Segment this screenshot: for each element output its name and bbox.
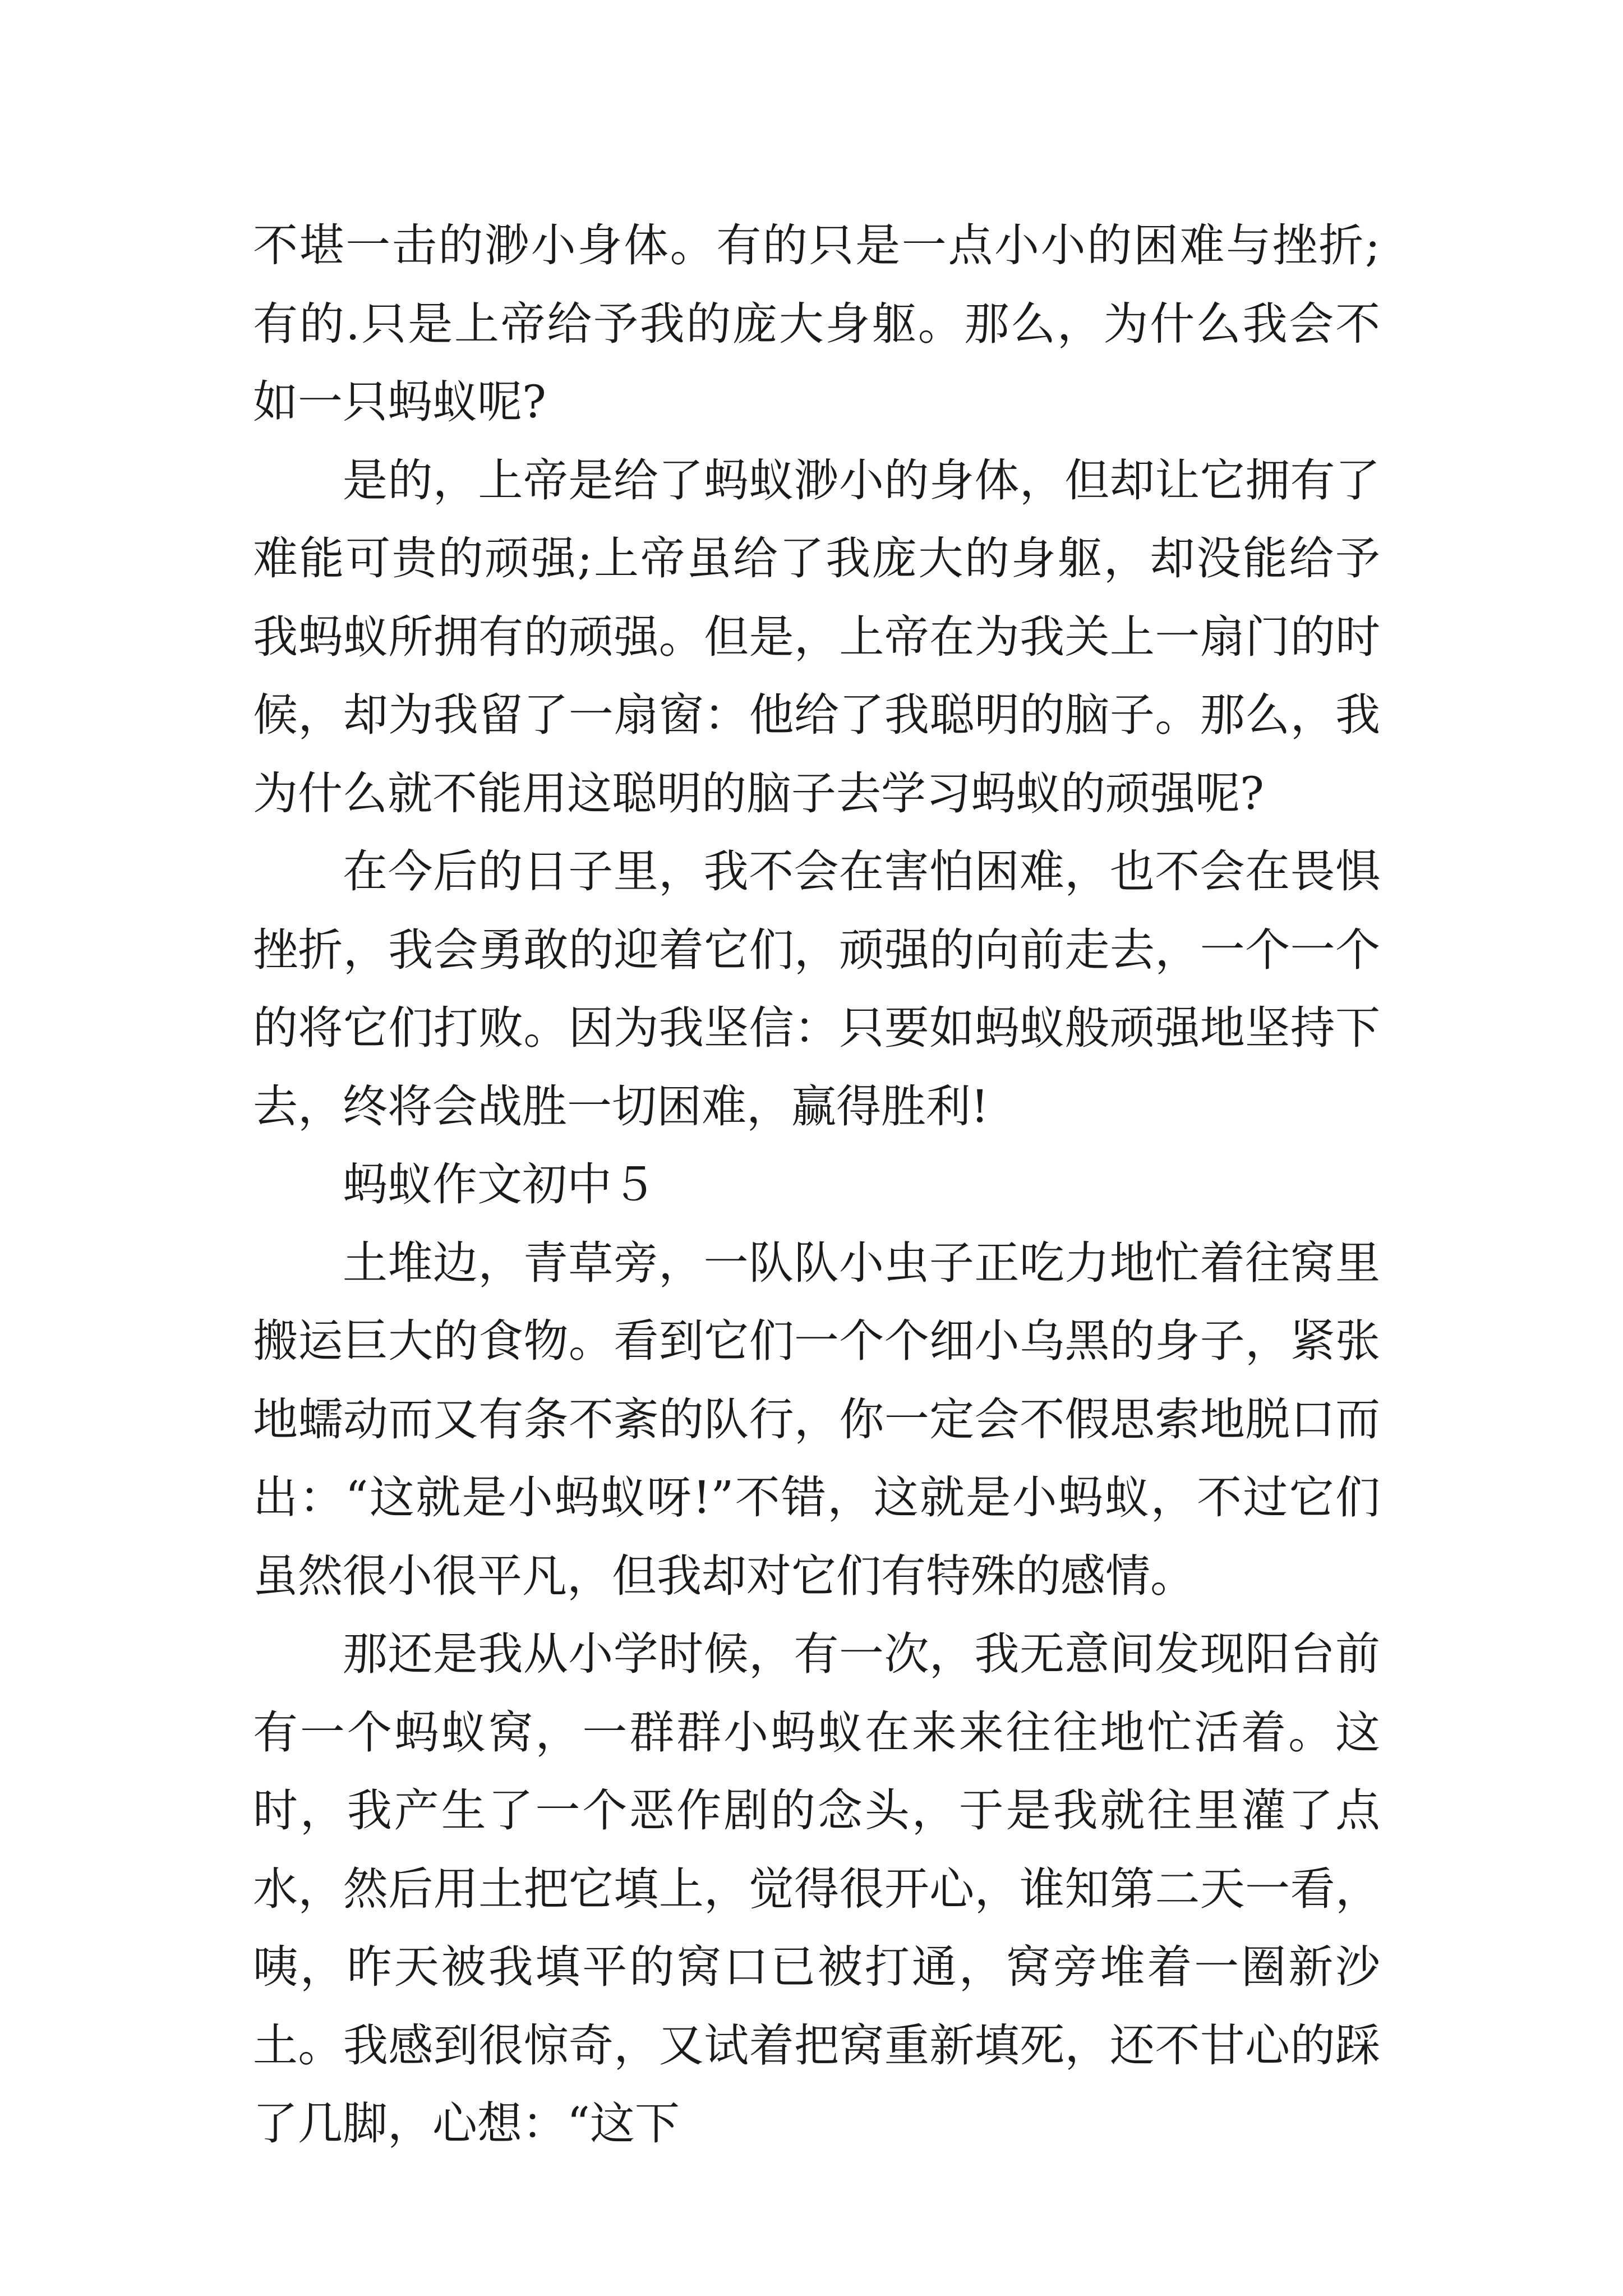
paragraph-5: 那还是我从小学时候，有一次，我无意间发现阳台前有一个蚂蚁窝，一群群小蚂蚁在来来往往地忙活着。这时，我产生了一个恶作剧的念头，于是我就往里灌了点水，然后用土把它填上，觉得很开心，谁知第二天一看，咦，昨天被我填平的窝口已被打通，窝旁堆着一圈新沙土。我感到很惊奇，又试着把窝重新填死，还不甘心的踩了几脚，心想：“这下 bbox=[253, 1628, 1380, 2150]
document-body bbox=[253, 206, 1380, 2163]
paragraph-4: 土堆边，青草旁，一队队小虫子正吃力地忙着往窝里搬运巨大的食物。看到它们一个个细小乌黑的身子，紧张地蠕动而又有条不紊的队行，你一定会不假思索地脱口而出：“这就是小蚂蚁呀!”不错，这就是小蚂蚁，不过它们虽然很小很平凡，但我却对它们有特殊的感情。 bbox=[253, 1236, 1380, 1602]
section-heading: 蚂蚁作文初中５ bbox=[343, 1158, 657, 1211]
paragraph-3: 在今后的日子里，我不会在害怕困难，也不会在畏惧挫折，我会勇敢的迎着它们，顽强的向前走去，一个一个的将它们打败。因为我坚信：只要如蚂蚁般顽强地坚持下去，终将会战胜一切困难，赢得胜利! bbox=[253, 845, 1380, 1133]
paragraph-1: 不堪一击的渺小身体。有的只是一点小小的困难与挫折;有的.只是上帝给予我的庞大身躯。那么，为什么我会不如一只蚂蚁呢? bbox=[253, 219, 1380, 428]
paragraph-2: 是的，上帝是给了蚂蚁渺小的身体，但却让它拥有了难能可贵的顽强;上帝虽给了我庞大的身躯，却没能给予我蚂蚁所拥有的顽强。但是，上帝在为我关上一扇门的时候，却为我留了一扇窗：他给了我聪明的脑子。那么，我为什么就不能用这聪明的脑子去学习蚂蚁的顽强呢? bbox=[253, 454, 1380, 820]
